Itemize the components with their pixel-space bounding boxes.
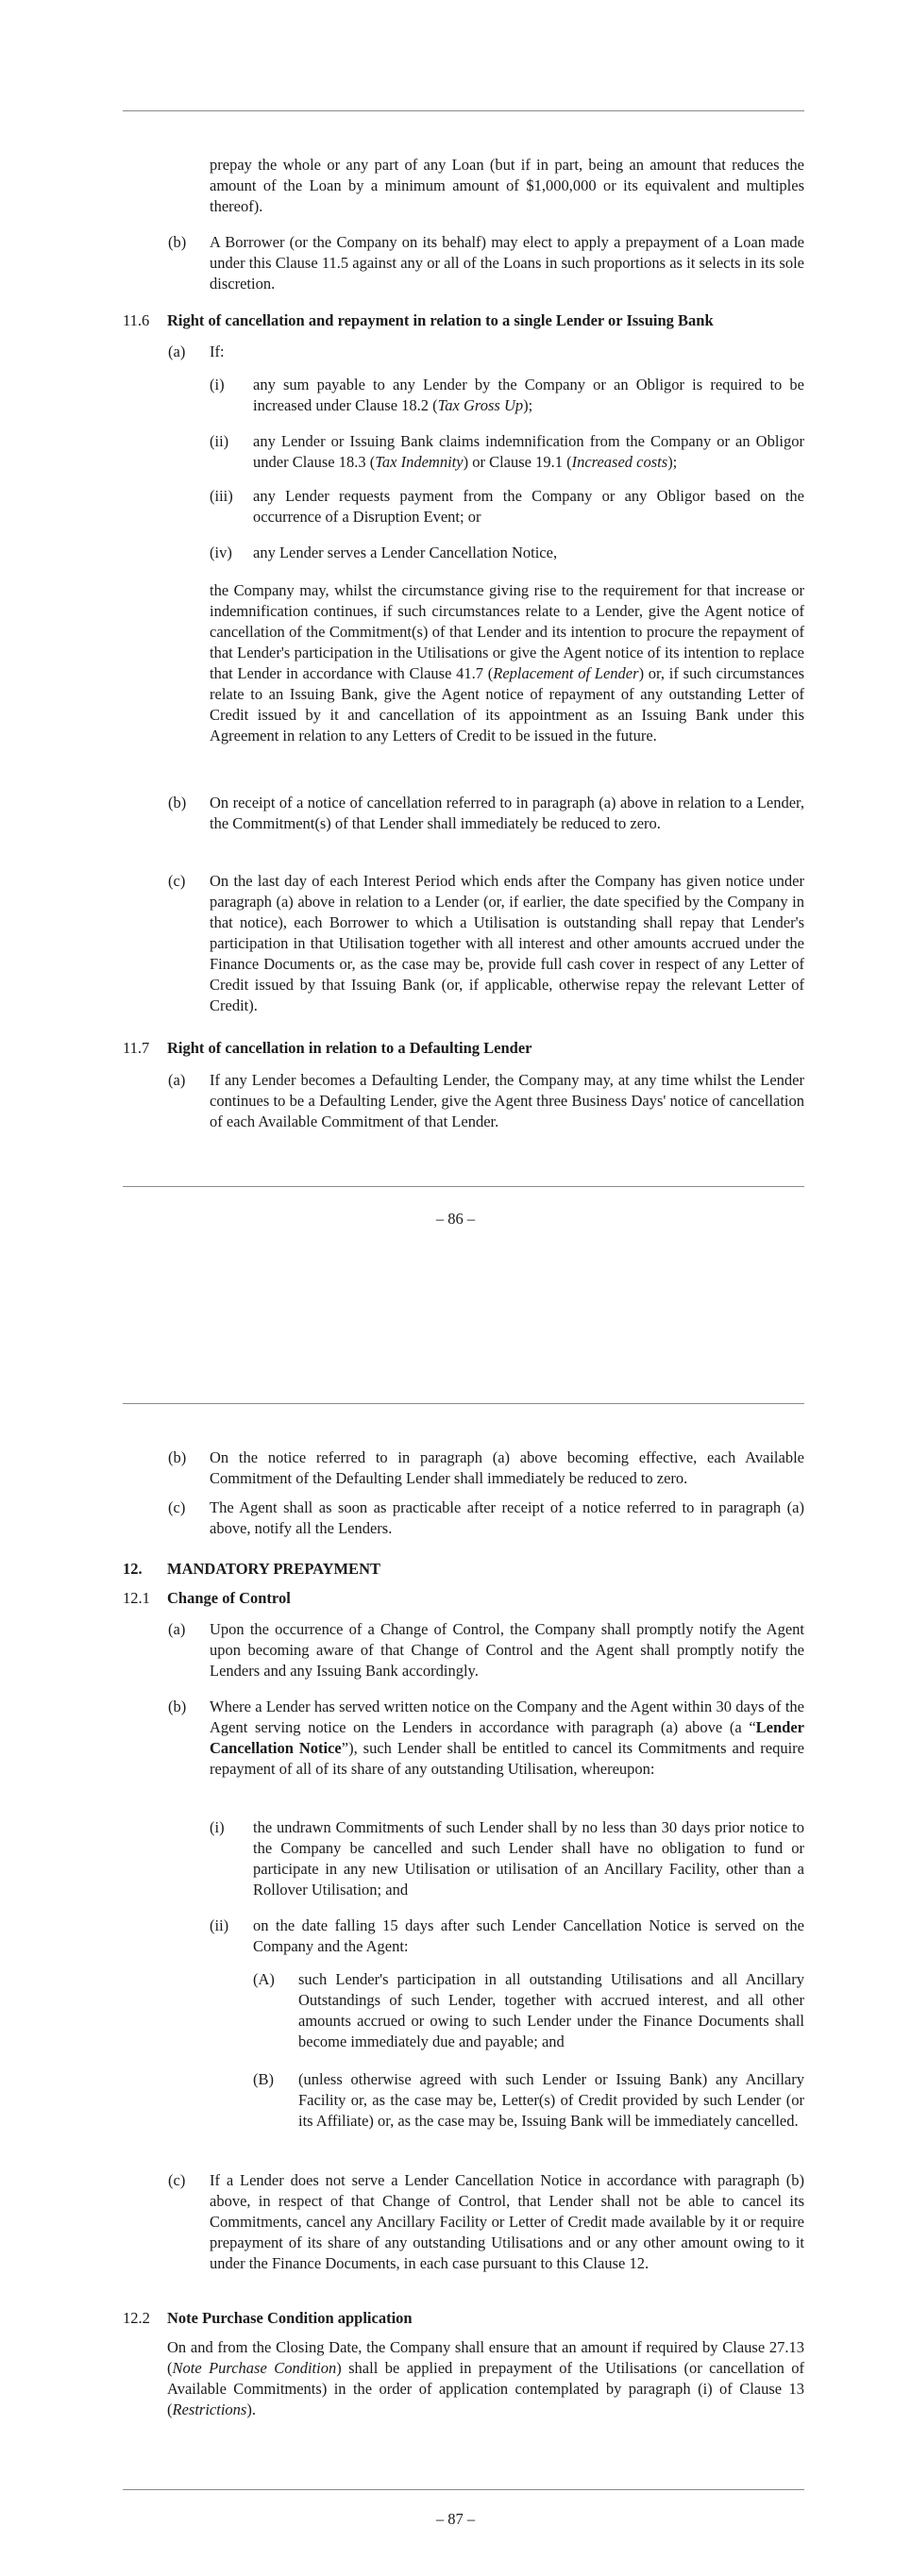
clause-11-6-a-text: If:: [210, 343, 225, 360]
clause-12-1-i-text: the undrawn Commitments of such Lender shall by no less than 30 days prior notice to the Company be cancelled and such Lender shall have no obligation to fund or participate in any new Utilisation or utilisation of an Ancillary Facility, other than a Rollover Utilisation; and: [253, 1818, 804, 1899]
clause-12-1-a-label: (a): [168, 1620, 186, 1638]
clause-12-1-ii-text: on the date falling 15 days after such Lender Cancellation Notice is served on the Company and the Agent:: [253, 1916, 804, 1955]
page-bottom-rule: [123, 1186, 804, 1187]
item-iv-label: (iv): [210, 544, 232, 561]
clause-11-6-c-label: (c): [168, 872, 186, 890]
section-12-title: MANDATORY PREPAYMENT: [167, 1560, 380, 1578]
clause-12-2-text: On and from the Closing Date, the Company shall ensure that an amount if required by Clause 27.13 (Note Purchase Condition) shall be applied in prepayment of the Utilisations (or cancellation of Available Commitments) in the order of application contemplated by paragraph (i) of Clause 13 (Restrictions).: [167, 2338, 804, 2418]
para-b-text: On the notice referred to in paragraph (a) above becoming effective, each Available Commitment of the Defaulting Lender shall immediately be reduced to zero.: [210, 1448, 804, 1487]
item-ii-label: (ii): [210, 432, 229, 450]
clause-11-7-number: 11.7: [123, 1039, 150, 1057]
clause-11-7-title: Right of cancellation in relation to a Defaulting Lender: [167, 1039, 532, 1057]
clause-12-1-i-label: (i): [210, 1818, 225, 1836]
document-page-87: [0, 1293, 911, 2576]
clause-12-1-A-label: (A): [253, 1970, 275, 1988]
page-top-rule: [123, 1403, 804, 1404]
page-bottom-rule: [123, 2489, 804, 2490]
clause-12-1-a-text: Upon the occurrence of a Change of Control, the Company shall promptly notify the Agent upon becoming aware of that Change of Control and the Agent shall promptly notify the Lenders and any Issuing Bank accordingly.: [210, 1620, 804, 1680]
clause-11-7-a-text: If any Lender becomes a Defaulting Lender, the Company may, at any time whilst the Lender continues to be a Defaulting Lender, give the Agent three Business Days' notice of cancellation of each Available Commitment of that Lender.: [210, 1071, 804, 1130]
clause-11-6-title: Right of cancellation and repayment in relation to a single Lender or Issuing Bank: [167, 311, 714, 329]
clause-12-1-title: Change of Control: [167, 1589, 291, 1607]
para-b-label: (b): [168, 1448, 187, 1466]
clause-12-2-title: Note Purchase Condition application: [167, 2309, 413, 2327]
continued-paragraph: prepay the whole or any part of any Loan (but if in part, being an amount that reduces the amount of the Loan by a minimum amount of $1,000,000 or its equivalent and multiples thereof).: [210, 156, 804, 215]
para-b-text: A Borrower (or the Company on its behalf) may elect to apply a prepayment of a Loan made under this Clause 11.5 against any or all of the Loans in such proportions as it selects in its sole discretion.: [210, 233, 804, 293]
item-ii-text: any Lender or Issuing Bank claims indemnification from the Company or an Obligor under Clause 18.3 (Tax Indemnity) or Clause 19.1 (Increased costs);: [253, 432, 804, 471]
section-12-number: 12.: [123, 1560, 143, 1578]
item-iv-text: any Lender serves a Lender Cancellation Notice,: [253, 544, 558, 561]
para-c-label: (c): [168, 1498, 186, 1516]
clause-11-6-c-text: On the last day of each Interest Period which ends after the Company has given notice under paragraph (a) above in relation to a Lender (or, if earlier, the date specified by the Company in that notice), each Borrower to which a Utilisation is outstanding shall repay that Lender's participation in that Utilisation together with all interest and other amounts accrued under the Finance Documents or, as the case may be, provide full cash cover in respect of any Letter of Credit issued by that Issuing Bank (or, if applicable, otherwise repay the relevant Letter of Credit).: [210, 872, 804, 1014]
para-c-text: The Agent shall as soon as practicable after receipt of a notice referred to in paragraph (a) above, notify all the Lenders.: [210, 1498, 804, 1537]
item-iii-label: (iii): [210, 487, 233, 505]
clause-11-7-a-label: (a): [168, 1071, 186, 1089]
clause-11-6-b-text: On receipt of a notice of cancellation referred to in paragraph (a) above in relation to a Lender, the Commitment(s) of that Lender shall immediately be reduced to zero.: [210, 794, 804, 832]
clause-12-2-number: 12.2: [123, 2309, 150, 2327]
clause-12-1-b-label: (b): [168, 1698, 187, 1715]
clause-11-6-a-follow: the Company may, whilst the circumstance giving rise to the requirement for that increase or indemnification continues, if such circumstances relate to a Lender, give the Agent notice of cancellation of the Commitment(s) of that Lender and its intention to procure the repayment of that Lender's participation in the Utilisations or give the Agent notice of its intention to replace that Lender in accordance with Clause 41.7 (Replacement of Lender) or, if such circumstances relate to an Issuing Bank, give the Agent notice of repayment of any outstanding Letter of Credit issued by it and cancellation of its appointment as an Issuing Bank under this Agreement in relation to any Letters of Credit to be issued in the future.: [210, 581, 805, 744]
clause-12-1-A-text: such Lender's participation in all outstanding Utilisations and all Ancillary Outstandings of such Lender, together with accrued interest, and all other amounts accrued or owing to such Lender under the Finance Documents shall become immediately due and payable; and: [298, 1970, 804, 2050]
clause-12-1-c-text: If a Lender does not serve a Lender Cancellation Notice in accordance with paragraph (b) above, in respect of that Change of Control, that Lender shall not be able to cancel its Commitments, cancel any Ancillary Facility or Letter of Credit made available by it or require prepayment of its share of any outstanding Utilisations and or any other amount owing to it under the Finance Documents, in each case pursuant to this Clause 12.: [210, 2171, 804, 2272]
page-number: – 86 –: [435, 1210, 476, 1228]
para-b-label: (b): [168, 233, 187, 251]
clause-11-6-a-label: (a): [168, 343, 186, 360]
clause-12-1-b-text: Where a Lender has served written notice on the Company and the Agent within 30 days of the Agent serving notice on the Lenders in accordance with paragraph (a) above (a “Lender Cancellation Notice”), such Lender shall be entitled to cancel its Commitments and require repayment of all of its share of any outstanding Utilisation, whereupon:: [210, 1698, 804, 1778]
page-top-rule: [123, 110, 804, 111]
clause-12-1-ii-label: (ii): [210, 1916, 229, 1934]
clause-12-1-B-text: (unless otherwise agreed with such Lender or Issuing Bank) any Ancillary Facility or, as the case may be, Letter(s) of Credit provided by such Lender (or its Affiliate) or, as the case may be, Issuing Bank will be immediately cancelled.: [298, 2070, 804, 2130]
clause-12-1-number: 12.1: [123, 1589, 150, 1607]
clause-12-1-c-label: (c): [168, 2171, 186, 2189]
clause-11-6-number: 11.6: [123, 311, 150, 329]
item-i-label: (i): [210, 376, 225, 393]
page-number: – 87 –: [435, 2510, 476, 2528]
item-i-text: any sum payable to any Lender by the Company or an Obligor is required to be increased under Clause 18.2 (Tax Gross Up);: [253, 376, 804, 414]
clause-12-1-B-label: (B): [253, 2070, 274, 2088]
clause-11-6-b-label: (b): [168, 794, 187, 811]
item-iii-text: any Lender requests payment from the Company or any Obligor based on the occurrence of a Disruption Event; or: [253, 487, 804, 526]
